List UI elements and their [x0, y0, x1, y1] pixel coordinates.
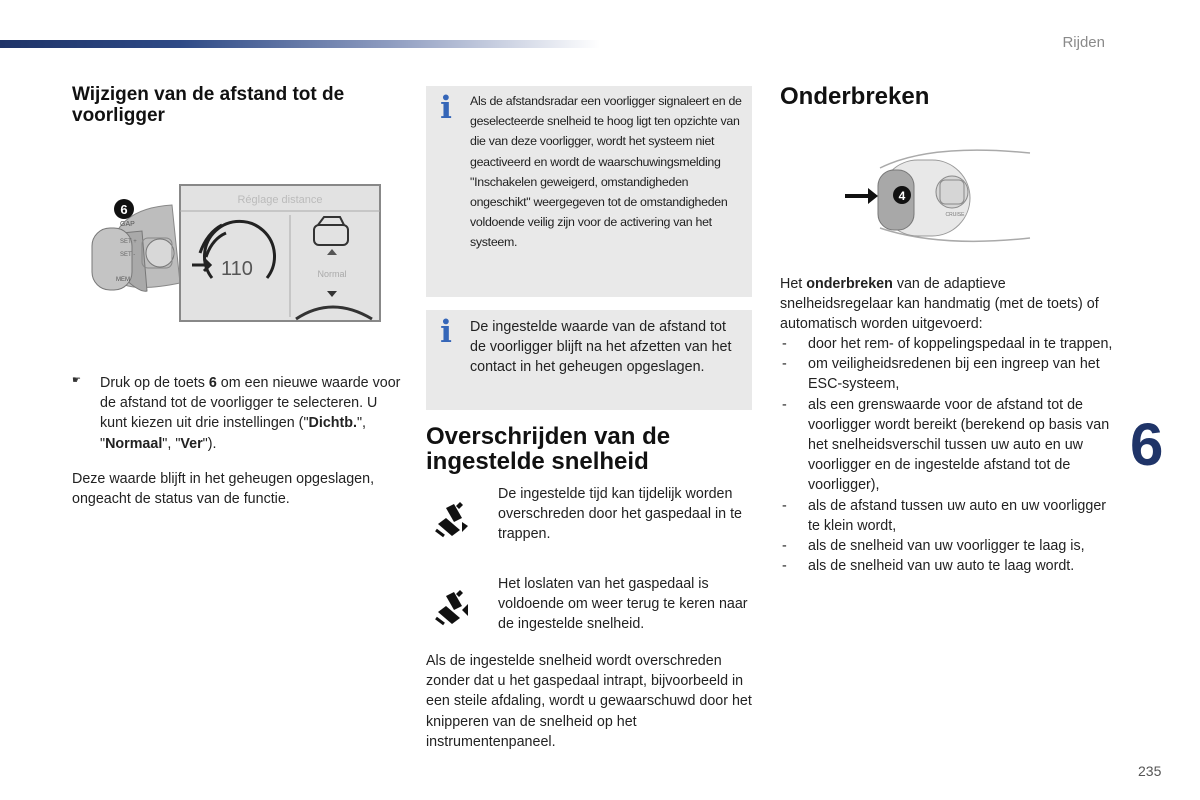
header-gradient-bar	[0, 40, 600, 48]
info-box-radar-text: Als de afstandsradar een voorligger signaleert en de geselecteerde snelheid te hoog ligt ten opzichte van die van deze voorligger, wordt het systeem niet geactiveerd en wordt de waarschuwingsmelding "Inschakelen geweigerd, omstandigheden ongeschikt" weergegeven tot de omstandigheden voldoende veilig zijn voor de activering van het systeem.	[470, 94, 742, 250]
section-heading-exceed: Overschrijden van de ingestelde snelheid	[426, 423, 671, 475]
screen-setting: Normal	[317, 269, 347, 279]
page-number: 235	[1138, 763, 1162, 779]
list-item: - als de afstand tussen uw auto en uw voorligger te klein wordt,	[782, 497, 1107, 534]
info-box-radar	[426, 86, 752, 297]
figure-interrupt-button	[840, 148, 1040, 248]
bullet-text: Druk op de toets 6 om een nieuwe waarde voor de afstand tot de voorligger te selecteren. U kunt kiezen uit drie instellingen ("Dichtb.", "Normaal", "Ver").	[100, 375, 401, 452]
distance-button-illustration	[82, 183, 382, 323]
interrupt-conditions-list	[779, 334, 1119, 576]
section-label: Rijden	[1062, 34, 1105, 51]
list-item: - door het rem- of koppelingspedaal in te trappen,	[782, 336, 1113, 352]
exceed-step-release: Het loslaten van het gaspedaal is voldoende om weer terug te keren naar de ingestelde snelheid.	[498, 576, 748, 633]
exceed-step-press: De ingestelde tijd kan tijdelijk worden overschreden door het gaspedaal in te trappen.	[498, 486, 743, 543]
stalk-label-set-minus: SET -	[120, 252, 136, 258]
accelerator-release-icon	[432, 588, 472, 628]
exceed-warning-paragraph: Als de ingestelde snelheid wordt overschreden zonder dat u het gaspedaal intrapt, bijvoorbeeld in een steile afdaling, wordt u gewaarschuwd door het knipperen van de snelheid op het instrumentenpaneel.	[426, 653, 752, 750]
bullet-icon: ☛	[72, 375, 81, 386]
list-item: - als een grenswaarde voor de afstand tot de voorligger wordt bereikt (berekend op basis van het snelheidsverschil tussen uw auto en uw voorligger en de ingestelde afstand tot de voorligger),	[782, 396, 1110, 494]
callout-4-label: 4	[898, 189, 906, 203]
list-item: - als de snelheid van uw voorligger te laag is,	[782, 538, 1085, 555]
list-item: - om veiligheidsredenen bij een ingreep van het ESC-systeem,	[782, 356, 1100, 393]
info-box-memory	[426, 310, 752, 410]
list-item: - als de snelheid van uw auto te laag wordt.	[782, 558, 1075, 575]
cruise-label: CRUISE	[945, 212, 965, 218]
stalk-label-mem: MEM	[116, 277, 130, 283]
interrupt-intro: Het onderbreken van de adaptieve snelheidsregelaar kan handmatig (met de toets) of automatisch worden uitgevoerd:	[780, 276, 1099, 333]
screen-speed: 110	[221, 258, 253, 280]
info-icon: i	[440, 90, 452, 126]
chapter-number: 6	[1130, 411, 1164, 478]
memory-note: Deze waarde blijft in het geheugen opgeslagen, ongeacht de status van de functie.	[72, 471, 375, 508]
figure-distance-setting	[82, 183, 382, 323]
callout-6-label: 6	[120, 202, 128, 217]
section-heading-distance: Wijzigen van de afstand tot de voorligger	[72, 84, 345, 126]
accelerator-press-icon	[432, 500, 472, 540]
section-heading-interrupt: Onderbreken	[780, 83, 930, 110]
interrupt-button-illustration	[840, 148, 1040, 248]
info-box-memory-text: De ingestelde waarde van de afstand tot de voorligger blijft na het afzetten van het contact in het geheugen opgeslagen.	[470, 319, 732, 376]
screen-title: Réglage distance	[237, 194, 323, 206]
stalk-label-gap: GAP	[120, 221, 135, 228]
stalk-label-set-plus: SET +	[120, 239, 137, 245]
info-icon: i	[440, 314, 452, 350]
